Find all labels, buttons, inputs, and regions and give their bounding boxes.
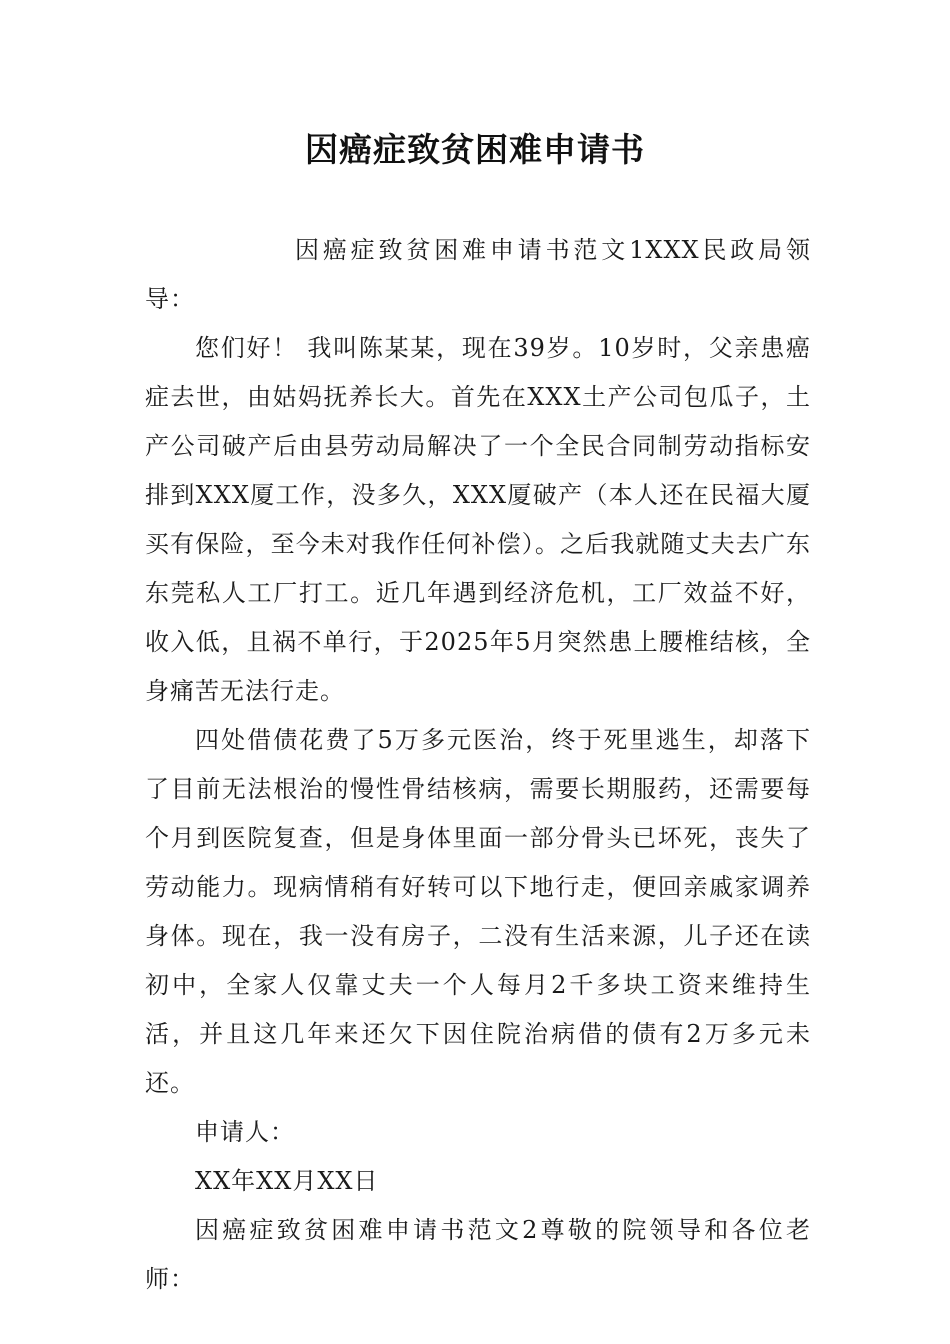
date-line: XX年XX月XX日: [195, 1167, 379, 1195]
paragraph-2: 四处借债花费了5万多元医治，终于死里逃生，却落下了目前无法根治的慢性骨结核病，需要长期服药，还需要每个月到医院复查，但是身体里面一部分骨头已坏死，丧失了劳动能力。现病情稍有好转可以下地行走，便回亲戚家调养身体。现在，我一没有房子，二没有生活来源，儿子还在读初中，全家人仅靠丈夫一个人每月2千多块工资来维持生活，并且这几年来还欠下因住院治病借的债有2万多元未还。: [145, 726, 811, 1097]
paragraph-heading-line: 因癌症致贫困难申请书范文1XXX民政局领导：: [145, 236, 811, 313]
document-title: 因癌症致贫困难申请书: [305, 130, 645, 169]
document-body: [145, 226, 811, 1304]
sample-2-heading: 因癌症致贫困难申请书范文2尊敬的院领导和各位老师：: [145, 1216, 811, 1293]
paragraph-1: 您们好！ 我叫陈某某，现在39岁。10岁时，父亲患癌症去世，由姑妈抚养长大。首先在XXX土产公司包瓜子，土产公司破产后由县劳动局解决了一个全民合同制劳动指标安排到XXX厦工作，没多久，XXX厦破产（本人还在民福大厦买有保险，至今未对我作任何补偿）。之后我就随丈夫去广东东莞私人工厂打工。近几年遇到经济危机，工厂效益不好，收入低，且祸不单行，于2025年5月突然患上腰椎结核，全身痛苦无法行走。: [145, 334, 811, 705]
applicant-label: 申请人：: [195, 1118, 295, 1146]
